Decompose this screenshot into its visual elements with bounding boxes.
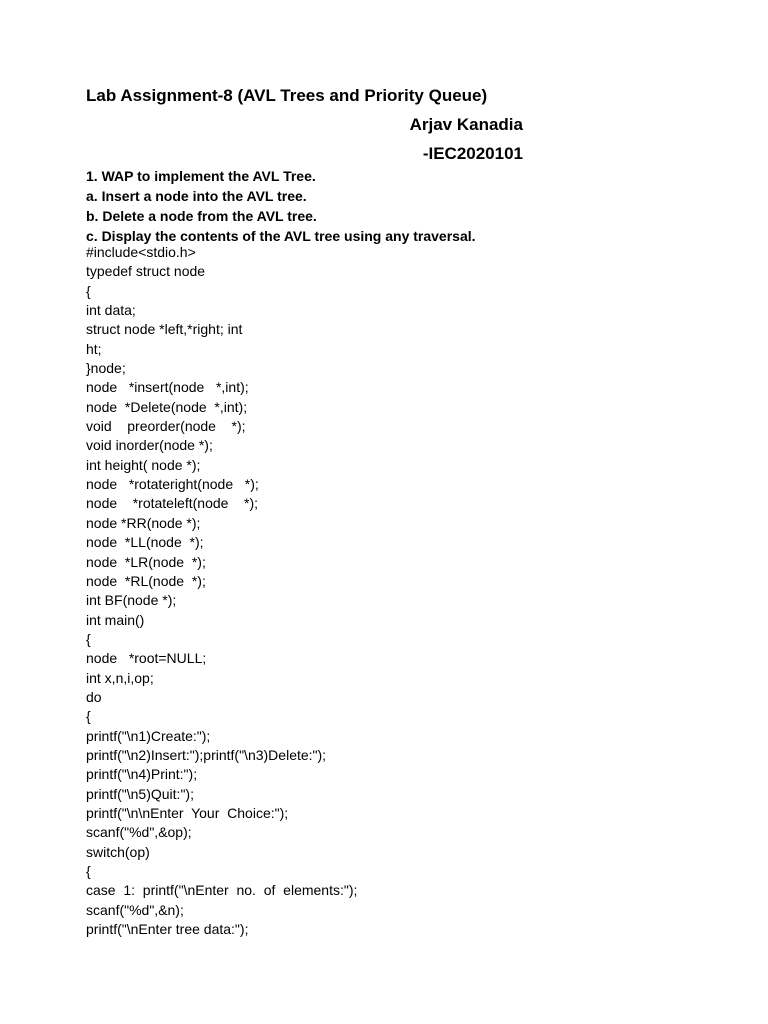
code-line: scanf("%d",&n); <box>86 901 184 918</box>
code-block <box>86 243 357 939</box>
code-line: node *Delete(node *,int); <box>86 398 248 415</box>
code-line: switch(op) <box>86 843 150 860</box>
code-line: printf("\n\nEnter Your Choice:"); <box>86 804 289 821</box>
code-line: printf("\n1)Create:"); <box>86 727 211 744</box>
code-line: { <box>86 282 91 299</box>
code-line: int main() <box>86 611 145 628</box>
code-line: printf("\n2)Insert:");printf("\n3)Delete:"); <box>86 746 327 763</box>
code-line: { <box>86 708 91 725</box>
question-line: c. Display the contents of the AVL tree using any traversal. <box>86 228 476 244</box>
code-line: struct node *left,*right; int <box>86 321 243 338</box>
code-line: node *RR(node *); <box>86 514 201 531</box>
code-line: node *insert(node *,int); <box>86 379 249 396</box>
code-line: node *root=NULL; <box>86 650 207 667</box>
code-line: #include<stdio.h> <box>86 244 196 260</box>
question-line: b. Delete a node from the AVL tree. <box>86 208 317 224</box>
code-line: void inorder(node *); <box>86 437 213 454</box>
code-line: typedef struct node <box>86 263 206 280</box>
code-line: int BF(node *); <box>86 592 177 609</box>
code-line: node *LL(node *); <box>86 534 204 551</box>
code-line: scanf("%d",&op); <box>86 824 192 841</box>
code-line: do <box>86 688 102 705</box>
question-line: a. Insert a node into the AVL tree. <box>86 188 307 204</box>
code-line: int data; <box>86 302 136 319</box>
code-line: printf("\nEnter tree data:"); <box>86 921 249 938</box>
code-line: node *rotateleft(node *); <box>86 495 258 512</box>
document-title: Lab Assignment-8 (AVL Trees and Priority Queue) <box>86 86 488 105</box>
code-line: ht; <box>86 340 102 357</box>
code-line: }node; <box>86 360 126 377</box>
question-list <box>86 166 476 246</box>
code-line: node *RL(node *); <box>86 572 206 589</box>
author-name: Arjav Kanadia <box>409 115 523 134</box>
code-line: node *LR(node *); <box>86 553 206 570</box>
code-line: node *rotateright(node *); <box>86 476 259 493</box>
code-line: { <box>86 863 91 879</box>
roll-number: -IEC2020101 <box>422 144 523 163</box>
code-line: printf("\n5)Quit:"); <box>86 785 194 802</box>
question-line: 1. WAP to implement the AVL Tree. <box>86 168 316 184</box>
code-line: printf("\n4)Print:"); <box>86 766 198 783</box>
code-line: void preorder(node *); <box>86 418 246 435</box>
code-line: { <box>86 630 91 647</box>
code-line: case 1: printf("\nEnter no. of elements:"); <box>86 882 358 899</box>
code-line: int x,n,i,op; <box>86 669 154 686</box>
code-line: int height( node *); <box>86 456 201 473</box>
